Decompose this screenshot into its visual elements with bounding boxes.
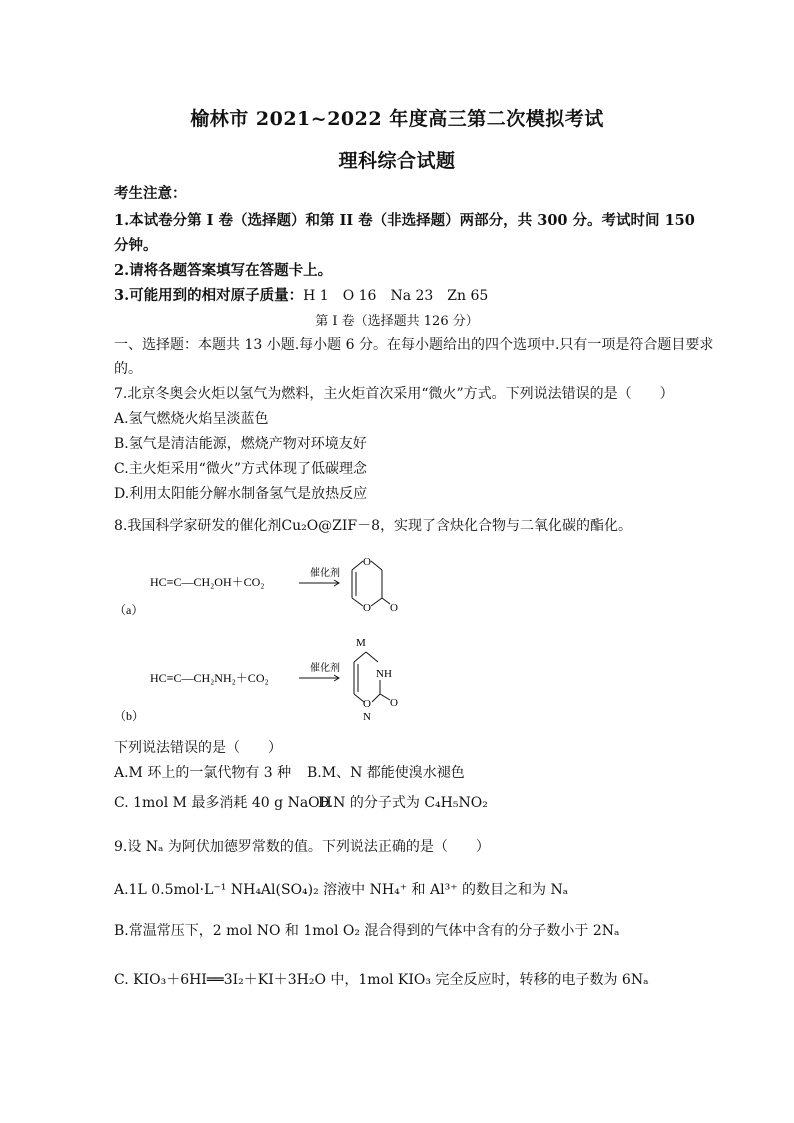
q7-option-a: A.氢气燃烧火焰呈淡蓝色 bbox=[114, 411, 269, 427]
q9-stem: 9.设 Nₐ 为阿伏加德罗常数的值。下列说法正确的是（ ） bbox=[114, 839, 490, 855]
notice-item-1-cont: 分钟。 bbox=[114, 237, 158, 254]
catalyst-formula: Cu₂O@ZIF－8 bbox=[281, 518, 381, 534]
reaction-a bbox=[114, 548, 414, 632]
reaction-a-diagram bbox=[114, 548, 414, 628]
ring-b-nh: NH bbox=[376, 668, 392, 680]
product-n-label: N bbox=[363, 711, 371, 723]
q9-option-b: B.常温常压下，2 mol NO 和 1mol O₂ 混合得到的气体中含有的分子数小于 2Nₐ bbox=[114, 923, 620, 939]
q8-stem-start: 8.我国科学家研发的催化剂 bbox=[114, 518, 282, 534]
reaction-b-catalyst: 催化剂 bbox=[310, 663, 340, 674]
notice-item-1: 1.本试卷分第 I 卷（选择题）和第 II 卷（非选择题）两部分，共 300 分。考试时间 150 bbox=[114, 212, 695, 229]
cyclic-carbonate-ring bbox=[352, 561, 390, 606]
ring-a-oxygen-top: O bbox=[363, 556, 371, 568]
section-title: 第 I 卷（选择题共 126 分） bbox=[315, 314, 479, 329]
reaction-a-catalyst: 催化剂 bbox=[310, 568, 340, 579]
q8-option-d: D.N 的分子式为 C₄H₅NO₂ bbox=[318, 795, 488, 811]
q8-stem-end: ，实现了含炔化合物与二氧化碳的酯化。 bbox=[380, 518, 633, 534]
q8-option-a: A.M 环上的一氯代物有 3 种 bbox=[114, 765, 292, 781]
reaction-b bbox=[114, 632, 414, 728]
reaction-a-reactant: HC≡C—CH₂OH＋CO₂ bbox=[150, 575, 265, 589]
q7-option-b: B.氢气是清洁能源，燃烧产物对环境友好 bbox=[114, 436, 367, 452]
q8-stem bbox=[114, 515, 632, 535]
ring-a-oxygen-bottom: O bbox=[363, 602, 371, 614]
notice-heading: 考生注意： bbox=[114, 185, 187, 202]
ring-b-carbonyl-oxygen: O bbox=[390, 697, 398, 709]
q8-option-c: C. 1mol M 最多消耗 40 g NaOH bbox=[114, 795, 332, 811]
exam-title: 榆林市 2021~2022 年度高三第二次模拟考试 bbox=[190, 108, 604, 130]
section-intro-cont: 的。 bbox=[114, 361, 142, 377]
q8-question: 下列说法错误的是（ ） bbox=[114, 740, 282, 756]
reaction-a-label: （a） bbox=[114, 603, 144, 617]
q7-option-c: C.主火炬采用“微火”方式体现了低碳理念 bbox=[114, 461, 367, 477]
q9-option-c: C. KIO₃＋6HI══3I₂＋KI＋3H₂O 中，1mol KIO₃ 完全反应时，转移的电子数为 6Nₐ bbox=[114, 972, 649, 988]
product-m-label: M bbox=[356, 637, 366, 649]
reaction-b-label: （b） bbox=[114, 709, 145, 723]
exam-subtitle: 理科综合试题 bbox=[338, 150, 456, 172]
reaction-b-diagram bbox=[114, 632, 414, 724]
notice-item-3-label: 3.可能用到的相对原子质量： bbox=[114, 287, 304, 304]
notice-item-3 bbox=[114, 284, 488, 305]
q8-option-b: B.M、N 都能使溴水褪色 bbox=[307, 765, 465, 781]
ring-a-carbonyl-oxygen: O bbox=[390, 602, 398, 614]
notice-item-2: 2.请将各题答案填写在答题卡上。 bbox=[114, 262, 333, 279]
q7-stem: 7.北京冬奥会火炬以氢气为燃料，主火炬首次采用“微火”方式。下列说法错误的是（ ） bbox=[114, 386, 674, 402]
atomic-masses: H 1 O 16 Na 23 Zn 65 bbox=[303, 288, 489, 304]
q9-option-a: A.1L 0.5mol·L⁻¹ NH₄Al(SO₄)₂ 溶液中 NH₄⁺ 和 Al³⁺ 的数目之和为 Nₐ bbox=[114, 882, 569, 898]
ring-b-oxygen: O bbox=[363, 698, 371, 710]
reaction-b-reactant: HC≡C—CH₂NH₂＋CO₂ bbox=[150, 671, 269, 685]
q7-option-d: D.利用太阳能分解水制备氢气是放热反应 bbox=[114, 486, 368, 502]
section-intro: 一、选择题：本题共 13 小题.每小题 6 分。在每小题给出的四个选项中.只有一项是符合题目要求 bbox=[114, 337, 714, 353]
